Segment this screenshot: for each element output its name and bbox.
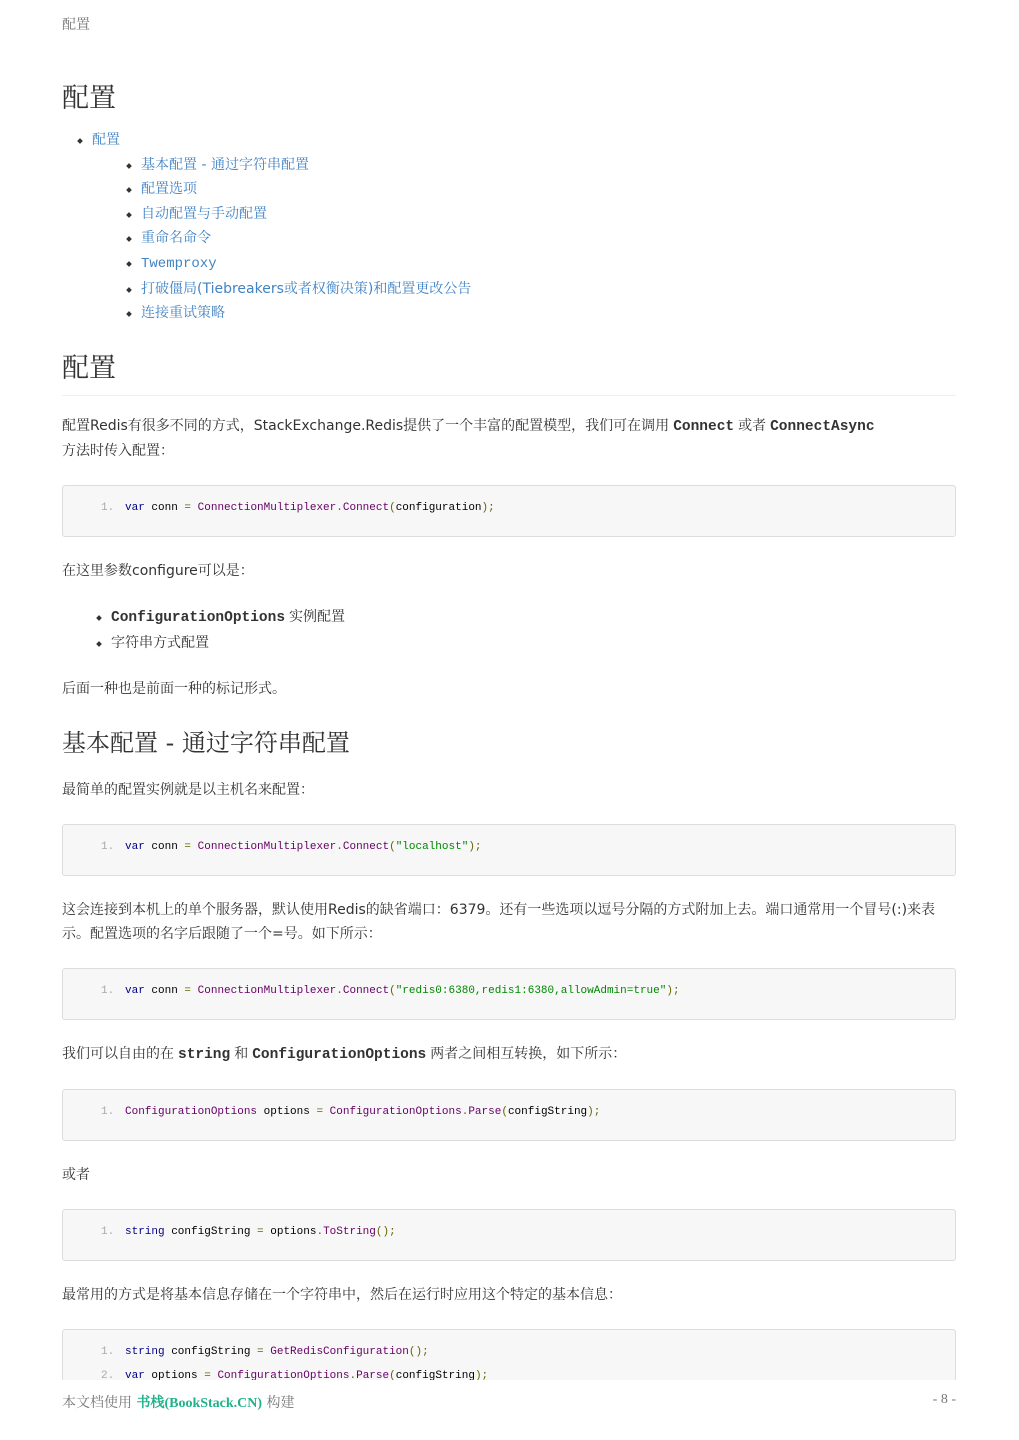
toc-link[interactable]: 自动配置与手动配置	[141, 205, 267, 222]
code-token: Parse	[356, 1370, 390, 1380]
code-token: configuration	[395, 502, 482, 514]
code-token: var	[125, 985, 145, 998]
code-token: ();	[375, 1226, 396, 1239]
code-token: (	[389, 985, 396, 998]
code-token: ConfigurationOptions	[217, 1370, 350, 1380]
code-token: );	[474, 1370, 489, 1380]
paragraph: 最常用的方式是将基本信息存储在一个字符串中，然后在运行时应用这个特定的基本信息：	[62, 1287, 622, 1304]
list-item: ConfigurationOptions 实例配置	[111, 605, 956, 631]
toc-item[interactable]	[141, 153, 471, 178]
toc-link[interactable]: Twemproxy	[141, 255, 217, 272]
code-token: Connect	[342, 502, 390, 514]
toc-item[interactable]	[141, 277, 471, 302]
code-block	[62, 1089, 956, 1141]
paragraph: 在这里参数configure可以是：	[62, 563, 254, 579]
code-token: string	[125, 1346, 165, 1359]
code-token: =	[257, 1226, 264, 1239]
code-token: conn	[144, 502, 185, 514]
paragraph: 这会连接到本机上的单个服务器，默认使用Redis的缺省端口：6379。还有一些选项以逗号分隔的方式附加上去。端口通常用一个冒号(:)来表示。配置选项的名字后跟随了一个=号。如下所示：	[62, 902, 936, 943]
toc-link[interactable]: 基本配置 - 通过字符串配置	[141, 156, 309, 173]
intro-paragraph: 配置Redis有很多不同的方式，StackExchange.Redis提供了一个丰富的配置模型，我们可在调用 Connect 或者 ConnectAsync 方法时传入配置：	[62, 418, 875, 459]
code-token: =	[184, 502, 192, 514]
line-number: 1.	[101, 1346, 115, 1359]
code-line	[101, 979, 955, 1003]
toc-item[interactable]	[141, 177, 471, 202]
code-line	[101, 1340, 955, 1364]
toc-item[interactable]	[141, 202, 471, 227]
brand-link[interactable]: 书栈(BookStack.CN)	[136, 1396, 263, 1411]
code-line	[101, 1220, 955, 1244]
toc-item[interactable]	[141, 226, 471, 251]
code-token: options	[263, 1226, 317, 1239]
toc-item[interactable]	[141, 251, 471, 277]
code-token: ToString	[323, 1226, 376, 1239]
code-token: GetRedisConfiguration	[270, 1346, 409, 1359]
code-token: .	[461, 1106, 469, 1119]
code-token: =	[257, 1346, 264, 1359]
toc-item[interactable]	[141, 301, 471, 326]
page-footer: 本文档使用 书栈(BookStack.CN) 构建 - 8 -	[62, 1392, 956, 1411]
code-token: (	[389, 841, 396, 854]
paragraph: 或者	[62, 1167, 90, 1184]
bullet-list	[62, 605, 956, 655]
code-token: var	[125, 1370, 145, 1380]
list-item: 字符串方式配置	[111, 631, 956, 656]
section-title: 配置	[62, 346, 956, 396]
code-token: (	[389, 1370, 396, 1380]
code-token: .	[336, 985, 343, 998]
code-token: conn	[144, 841, 185, 854]
table-of-contents	[92, 128, 471, 326]
line-number: 1.	[101, 1226, 115, 1239]
code-token: =	[204, 1370, 211, 1380]
code-block	[62, 824, 956, 876]
code-token: string	[125, 1226, 165, 1239]
code-token	[191, 985, 198, 997]
page-title: 配置	[62, 83, 116, 114]
code-line	[101, 496, 955, 520]
code-token: );	[666, 985, 680, 998]
line-number: 1.	[101, 1106, 115, 1119]
code-block	[62, 968, 956, 1020]
code-token: configString	[164, 1346, 258, 1359]
code-token: options	[257, 1106, 317, 1119]
code-token: (	[389, 502, 396, 514]
paragraph: 最简单的配置实例就是以主机名来配置：	[62, 782, 314, 799]
line-number: 1.	[101, 502, 115, 514]
code-token: );	[468, 841, 482, 854]
code-token	[191, 502, 198, 514]
code-token: .	[336, 841, 343, 854]
code-token: .	[349, 1370, 357, 1380]
code-token: );	[587, 1106, 601, 1119]
code-token: ConnectionMultiplexer	[197, 502, 337, 514]
code-token: conn	[144, 985, 185, 998]
code-line	[101, 835, 955, 859]
code-token: ConnectionMultiplexer	[197, 841, 337, 854]
running-header: 配置	[62, 17, 90, 33]
code-block	[62, 1209, 956, 1261]
code-token: var	[125, 841, 145, 854]
code-token: );	[481, 502, 495, 514]
code-token: (	[501, 1106, 508, 1119]
code-block	[62, 1329, 956, 1380]
code-token: options	[144, 1370, 205, 1380]
code-line	[101, 1100, 955, 1124]
page-content	[62, 0, 956, 1380]
code-token: "redis0:6380,redis1:6380,allowAdmin=true"	[395, 985, 667, 998]
code-token: .	[336, 502, 343, 514]
code-token: =	[184, 841, 192, 854]
paragraph: 我们可以自由的在 string 和 ConfigurationOptions 两者之间相互转换，如下所示：	[62, 1046, 627, 1064]
code-token: Connect	[342, 841, 390, 854]
code-token: Parse	[468, 1106, 502, 1119]
toc-link[interactable]: 重命名命令	[141, 230, 211, 247]
code-token: ();	[408, 1346, 429, 1359]
code-token: =	[316, 1106, 324, 1119]
code-token: ConfigurationOptions	[329, 1106, 462, 1119]
paragraph: 后面一种也是前面一种的标记形式。	[62, 681, 286, 698]
toc-link[interactable]: 配置选项	[141, 181, 197, 198]
toc-link[interactable]: 连接重试策略	[141, 305, 225, 322]
code-token: .	[316, 1226, 324, 1239]
code-token: configString	[507, 1106, 588, 1119]
code-line	[101, 1364, 955, 1380]
section-heading: 基本配置 - 通过字符串配置	[62, 729, 350, 758]
code-token: var	[125, 502, 145, 514]
toc-item[interactable]	[92, 128, 471, 326]
code-token	[323, 1106, 330, 1118]
code-token: Connect	[342, 985, 390, 998]
line-number: 2.	[101, 1370, 115, 1380]
code-token: =	[184, 985, 192, 998]
page-number: - 8 -	[932, 1392, 956, 1407]
code-token	[191, 841, 198, 853]
toc-link[interactable]: 配置	[92, 132, 120, 148]
code-token: "localhost"	[395, 841, 469, 854]
code-token: ConfigurationOptions	[125, 1106, 258, 1119]
toc-link[interactable]: 打破僵局(Tiebreakers或者权衡决策)和配置更改公告	[141, 280, 472, 297]
line-number: 1.	[101, 985, 115, 998]
code-token: configString	[164, 1226, 258, 1239]
code-token: configString	[395, 1370, 475, 1380]
code-block	[62, 485, 956, 537]
code-token: ConnectionMultiplexer	[197, 985, 337, 998]
line-number: 1.	[101, 841, 115, 854]
